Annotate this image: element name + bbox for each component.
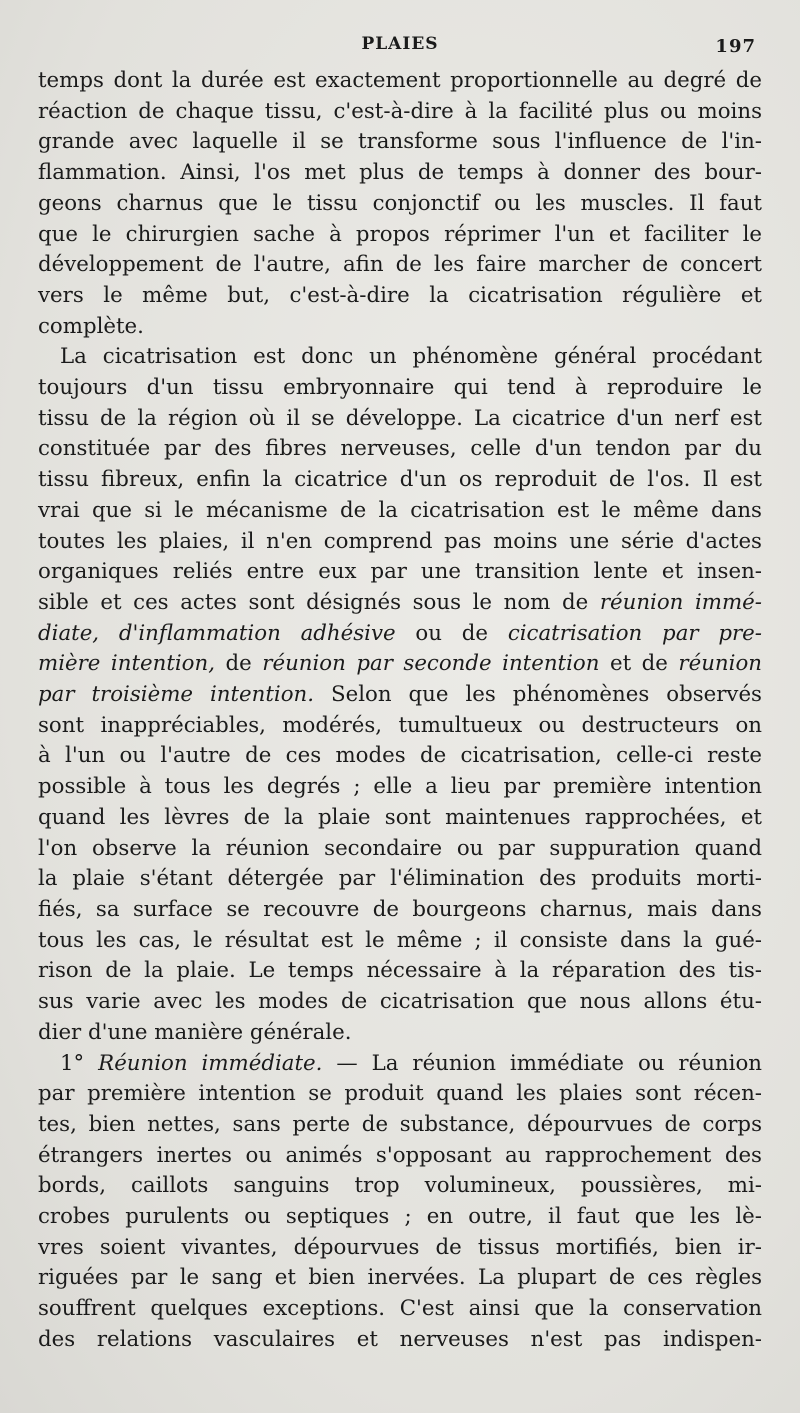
paragraph <box>38 1049 762 1356</box>
text-line <box>38 1202 762 1233</box>
italic-text: réunion par seconde intention <box>262 651 600 677</box>
text-span: temps dont la durée est exactement proportionnelle au degré de <box>38 68 762 93</box>
text-line <box>38 619 762 650</box>
text-span: de <box>215 651 263 677</box>
text-span: — La réunion immédiate ou réunion <box>322 1050 763 1076</box>
italic-text: réunion immé- <box>599 589 762 615</box>
italic-text: diate, d'inflammation adhésive <box>38 620 396 646</box>
text-span: 1° <box>60 1050 99 1076</box>
running-title: PLAIES <box>361 34 439 54</box>
text-line <box>38 803 762 834</box>
text-span: vres soient vivantes, dépourvues de tissus mortifiés, bien ir- <box>38 1234 762 1260</box>
text-line <box>38 158 762 189</box>
italic-text: réunion <box>678 651 762 677</box>
text-line <box>38 588 762 619</box>
text-line <box>38 373 762 404</box>
text-line <box>38 557 762 588</box>
text-line <box>38 281 762 312</box>
text-line <box>38 527 762 558</box>
text-span: quand les lèvres de la plaie sont maintenues rapprochées, et <box>38 804 762 830</box>
text-span: sus varie avec les modes de cicatrisation que nous allons étu- <box>38 989 762 1015</box>
text-span: tous les cas, le résultat est le même ; il consiste dans la gué- <box>38 927 762 953</box>
text-span: ou de <box>395 620 508 646</box>
text-line <box>38 250 762 281</box>
italic-text: par troisième intention. <box>38 682 315 708</box>
text-span: développement de l'autre, afin de les faire marcher de concert <box>38 252 762 278</box>
text-span: que le chirurgien sache à propos réprimer l'un et faciliter le <box>38 221 762 247</box>
text-line <box>38 741 762 772</box>
text-line <box>38 434 762 465</box>
text-span: constituée par des fibres nerveuses, celle d'un tendon par du <box>38 436 762 462</box>
text-line <box>38 66 762 97</box>
text-line <box>38 649 762 680</box>
italic-text: cicatrisation par pre- <box>507 620 762 646</box>
text-line <box>38 834 762 865</box>
text-line <box>38 680 762 711</box>
text-line <box>38 864 762 895</box>
text-span: fiés, sa surface se recouvre de bourgeons charnus, mais dans <box>38 896 762 922</box>
text-span: Selon que les phénomènes observés <box>314 682 762 708</box>
text-span: dier d'une manière générale. <box>38 1019 352 1045</box>
text-span: flammation. Ainsi, l'os met plus de temps à donner des bour- <box>38 160 762 186</box>
text-line <box>38 987 762 1018</box>
text-line <box>38 895 762 926</box>
text-span: souffrent quelques exceptions. C'est ainsi que la conservation <box>38 1296 762 1322</box>
text-span: tissu de la région où il se développe. La cicatrice d'un nerf est <box>38 405 762 431</box>
text-span: sible et ces actes sont désignés sous le nom de <box>38 589 600 615</box>
text-line <box>38 342 762 373</box>
text-span: riguées par le sang et bien inervées. La plupart de ces règles <box>38 1265 762 1291</box>
paragraph <box>38 342 762 1048</box>
paragraph <box>38 66 762 342</box>
text-line <box>38 1079 762 1110</box>
text-line <box>38 312 762 343</box>
text-span: complète. <box>38 313 144 339</box>
text-line <box>38 711 762 742</box>
text-span: sont inappréciables, modérés, tumultueux ou destructeurs on <box>38 712 762 738</box>
body-text <box>38 66 762 1356</box>
text-line <box>38 404 762 435</box>
text-span: toutes les plaies, il n'en comprend pas moins une série d'actes <box>38 528 762 554</box>
text-line <box>38 97 762 128</box>
text-span: grande avec laquelle il se transforme sous l'influence de l'in- <box>38 129 762 155</box>
running-head <box>38 30 762 66</box>
text-span: et de <box>599 651 679 677</box>
text-span: tissu fibreux, enfin la cicatrice d'un os reproduit de l'os. Il est <box>38 467 762 493</box>
text-line <box>38 496 762 527</box>
text-span: des relations vasculaires et nerveuses n'est pas indispen- <box>38 1326 762 1352</box>
text-line <box>38 956 762 987</box>
text-span: bords, caillots sanguins trop volumineux, poussières, mi- <box>38 1173 762 1199</box>
text-line <box>38 1233 762 1264</box>
text-span: par première intention se produit quand les plaies sont récen- <box>38 1081 762 1107</box>
italic-text: mière intention, <box>38 651 215 677</box>
text-line <box>38 1141 762 1172</box>
text-span: La cicatrisation est donc un phénomène général procédant <box>60 344 762 370</box>
text-line <box>38 1110 762 1141</box>
text-span: rison de la plaie. Le temps nécessaire à la réparation des tis- <box>38 958 762 984</box>
italic-text: Réunion immédiate. <box>98 1050 323 1076</box>
text-span: vers le même but, c'est-à-dire la cicatrisation régulière et <box>38 282 762 308</box>
text-span: à l'un ou l'autre de ces modes de cicatrisation, celle-ci reste <box>38 743 762 769</box>
text-span: organiques reliés entre eux par une transition lente et insen- <box>38 559 762 585</box>
text-line <box>38 1294 762 1325</box>
text-line <box>38 1018 762 1049</box>
text-line <box>38 189 762 220</box>
text-line <box>38 220 762 251</box>
text-span: toujours d'un tissu embryonnaire qui tend à reproduire le <box>38 375 762 401</box>
text-line <box>38 1171 762 1202</box>
text-span: étrangers inertes ou animés s'opposant au rapprochement des <box>38 1142 762 1168</box>
text-span: geons charnus que le tissu conjonctif ou les muscles. Il faut <box>38 190 762 216</box>
text-line <box>38 127 762 158</box>
text-span: l'on observe la réunion secondaire ou par suppuration quand <box>38 835 762 861</box>
text-line <box>38 772 762 803</box>
text-line <box>38 1325 762 1356</box>
text-line <box>38 1049 762 1080</box>
page-number: 197 <box>715 36 756 57</box>
text-span: crobes purulents ou septiques ; en outre, il faut que les lè- <box>38 1204 762 1230</box>
text-span: tes, bien nettes, sans perte de substance, dépourvues de corps <box>38 1111 762 1137</box>
text-line <box>38 1263 762 1294</box>
text-line <box>38 465 762 496</box>
text-span: la plaie s'étant détergée par l'élimination des produits morti- <box>38 866 762 892</box>
text-span: possible à tous les degrés ; elle a lieu par première intention <box>38 774 762 800</box>
text-line <box>38 926 762 957</box>
text-span: vrai que si le mécanisme de la cicatrisation est le même dans <box>38 497 762 523</box>
text-span: réaction de chaque tissu, c'est-à-dire à la facilité plus ou moins <box>38 98 762 124</box>
